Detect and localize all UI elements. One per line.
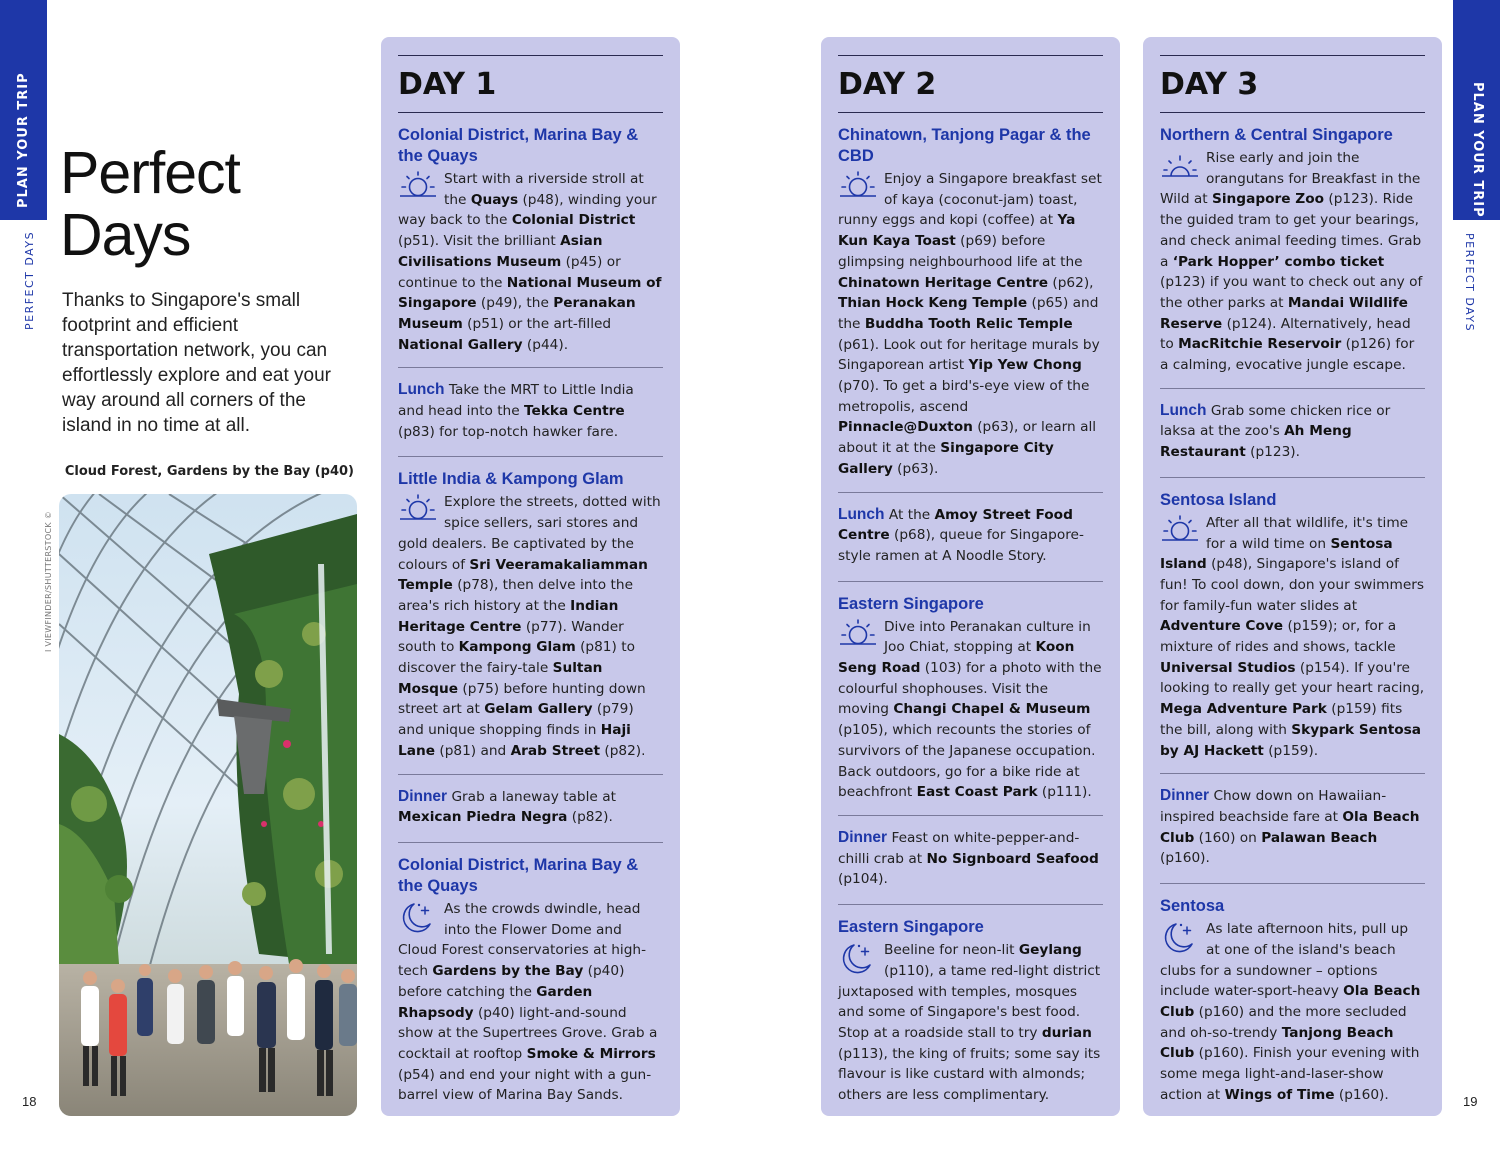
body-text: (p78), then delve into the area's rich history at the	[398, 577, 633, 614]
section-body	[838, 940, 1103, 1106]
body-text: (p51). Visit the brilliant	[398, 233, 561, 250]
day-3-area-section	[1160, 883, 1425, 1117]
body-text: (p160) and the more secluded and oh-so-trendy	[1160, 1003, 1407, 1041]
place-name: Tanjong Beach Club	[1160, 1024, 1394, 1062]
place-name: MacRitchie Reservoir	[1178, 336, 1342, 353]
meal-label: Lunch	[398, 381, 445, 399]
place-name: Amoy Street Food Centre	[838, 506, 1073, 544]
section-heading: Colonial District, Marina Bay & the Quays	[398, 855, 639, 895]
day-1-area-section	[398, 842, 663, 1118]
place-name: Sultan Mosque	[398, 660, 603, 697]
day-3-area-section	[1160, 113, 1425, 388]
moon-icon	[838, 941, 878, 975]
body-text: (p63), or learn all about it at the	[838, 419, 1097, 457]
section-body	[1160, 786, 1425, 869]
body-text: (p54) and end your night with a gun-barrel view of Marina Bay Sands.	[398, 1066, 652, 1104]
day-2-area-section	[838, 904, 1103, 1118]
place-name: Wings of Time	[1224, 1086, 1335, 1103]
sun-icon	[398, 170, 438, 204]
place-name: Ola Beach Club	[1160, 808, 1420, 846]
place-name: Gelam Gallery	[484, 701, 593, 718]
place-name: Sentosa Island	[1160, 535, 1393, 573]
body-text: (p126) for a calming, evocative jungle escape.	[1160, 336, 1415, 374]
body-text: (p48), Singapore's island of fun! To cool down, don your swimmers for family-fun water slides at	[1160, 556, 1425, 614]
place-name: Arab Street	[510, 742, 600, 759]
sun-icon	[398, 493, 438, 527]
place-name: Singapore City Gallery	[838, 440, 1054, 477]
body-text: (p160). Finish your evening with some mega light-and-laser-show action at	[1160, 1045, 1420, 1103]
place-name: Pinnacle@Duxton	[838, 419, 973, 436]
body-text: Rise early and join the orangutans for Breakfast in the Wild at	[1160, 150, 1421, 208]
place-name: Indian Heritage Centre	[398, 597, 619, 635]
body-text: (p160).	[1334, 1086, 1389, 1103]
section-label-left: PERFECT DAYS	[23, 230, 36, 330]
body-text: As late afternoon hits, pull up at one of the island's beach clubs for a sundowner – options include water-sport-heavy	[1160, 921, 1409, 1000]
place-name: Adventure Cove	[1160, 618, 1284, 635]
day-2-area-section	[838, 581, 1103, 815]
body-text: (p40) light-and-sound show at the Supertrees Grove. Grab a cocktail at rooftop	[398, 1004, 658, 1062]
place-name: Smoke & Mirrors	[526, 1045, 656, 1062]
body-text: (p81) and	[435, 742, 511, 759]
moon-icon	[1160, 920, 1200, 954]
section-heading: Colonial District, Marina Bay & the Quays	[398, 126, 639, 165]
place-name: Tekka Centre	[524, 403, 625, 420]
place-name: Mega Adventure Park	[1160, 701, 1327, 718]
section-body	[838, 617, 1103, 803]
place-name: Changi Chapel & Museum	[893, 701, 1091, 718]
page-title	[60, 142, 240, 266]
section-body	[1160, 919, 1425, 1105]
day-2-area-section	[838, 113, 1103, 492]
section-body	[838, 505, 1103, 567]
body-text: Take the MRT to Little India and head into the	[398, 382, 634, 420]
body-text: Dive into Peranakan culture in Joo Chiat, stopping at	[884, 618, 1091, 656]
day-2-title: DAY 2	[838, 56, 1103, 113]
body-text: (p124). Alternatively, head to	[1160, 315, 1411, 353]
body-text: (p123). Ride the guided tram to get your bearings, and check animal feeding times. Grab a	[1160, 191, 1422, 270]
day-2-meal-section	[838, 815, 1103, 904]
place-name: Garden Rhapsody	[398, 983, 593, 1021]
meal-label: Lunch	[838, 505, 885, 523]
body-text: Chow down on Hawaiian-inspired beachside fare at	[1160, 788, 1387, 825]
body-text: (p44).	[522, 336, 569, 353]
place-name: Yip Yew Chong	[968, 357, 1082, 374]
body-text: (p81) to discover the fairy-tale	[398, 639, 635, 677]
place-name: Mandai Wildlife Reserve	[1160, 294, 1408, 332]
photo-credit: I VIEWFINDER/SHUTTERSTOCK ©	[44, 510, 53, 652]
section-heading: Sentosa	[1160, 897, 1225, 916]
body-text: (p123).	[1245, 444, 1300, 461]
place-name: Skypark Sentosa by AJ Hackett	[1160, 721, 1422, 759]
tab-label-left: PLAN YOUR TRIP	[16, 72, 31, 208]
side-tab-right	[1453, 0, 1500, 220]
body-text: (p49), the	[476, 295, 554, 312]
body-text: Beeline for neon-lit	[884, 942, 1019, 959]
place-name: Asian Civilisations Museum	[398, 233, 603, 270]
body-text: (p111).	[1037, 784, 1092, 801]
sun-icon	[1160, 514, 1200, 548]
body-text: (103) for a photo with the colourful shophouses. Visit the moving	[838, 660, 1102, 718]
section-heading: Eastern Singapore	[838, 594, 984, 613]
body-text: (p70). To get a bird's-eye view of the metropolis, ascend	[838, 378, 1090, 415]
section-heading: Eastern Singapore	[838, 918, 984, 937]
sunrise-icon	[1160, 149, 1200, 183]
day-2-meal-section	[838, 492, 1103, 581]
moon-icon	[398, 900, 438, 934]
cloud-forest-photo	[59, 494, 357, 1116]
place-name: Buddha Tooth Relic Temple	[864, 315, 1073, 332]
place-name: National Museum of Singapore	[398, 274, 662, 312]
section-body	[1160, 401, 1425, 463]
place-name: Sri Veeramakaliamman Temple	[398, 556, 648, 594]
body-text: (p75) before hunting down street art at	[398, 680, 646, 718]
body-text: (p105), which recounts the stories of survivors of the Japanese occupation. Back outdoors, go for a bike ride at beachfront	[838, 722, 1096, 801]
body-text: (p123) if you want to check out any of the other parks at	[1160, 274, 1423, 311]
body-text: (p51) or the art-filled	[462, 315, 612, 332]
body-text: Start with a riverside stroll at the	[444, 171, 644, 208]
body-text: (p79) and unique shopping finds in	[398, 701, 634, 739]
body-text: (p160).	[1160, 850, 1210, 867]
body-text: (160) on	[1194, 829, 1262, 846]
day-1-title: DAY 1	[398, 56, 663, 113]
day-3-card	[1143, 37, 1442, 1116]
photo-caption: Cloud Forest, Gardens by the Bay (p40)	[64, 464, 354, 479]
day-1-meal-section	[398, 774, 663, 842]
place-name: Gardens by the Bay	[432, 963, 584, 980]
body-text: Grab some chicken rice or laksa at the zoo's	[1160, 402, 1391, 440]
section-label-right: PERFECT DAYS	[1463, 233, 1476, 333]
place-name: durian	[1041, 1024, 1092, 1041]
section-body	[398, 380, 663, 442]
meal-label: Dinner	[398, 787, 448, 805]
body-text: (p104).	[838, 871, 888, 888]
place-name: East Coast Park	[916, 784, 1038, 801]
day-1-meal-section	[398, 367, 663, 456]
day-3-meal-section	[1160, 773, 1425, 883]
body-text: (p83) for top-notch hawker fare.	[398, 423, 619, 440]
section-heading: Little India & Kampong Glam	[398, 470, 624, 489]
body-text: (p62),	[1048, 274, 1094, 291]
body-text: At the	[888, 506, 935, 523]
meal-label: Dinner	[838, 828, 888, 846]
body-text: (p82).	[600, 742, 646, 759]
body-text: (p159) fits the bill, along with	[1160, 701, 1403, 738]
place-name: Thian Hock Keng Temple	[838, 295, 1028, 312]
day-3-area-section	[1160, 477, 1425, 773]
intro-text: Thanks to Singapore's small footprint and efficient transportation network, you can effortlessly explore and eat your way around all corners of the island in no time at all.	[62, 290, 331, 436]
place-name: ‘Park Hopper’ combo ticket	[1172, 253, 1385, 270]
section-heading: Sentosa Island	[1160, 490, 1277, 509]
section-body	[398, 899, 663, 1106]
body-text: (p40) before catching the	[398, 963, 625, 1000]
body-text: (p77). Wander south to	[398, 618, 624, 656]
day-3-title: DAY 3	[1160, 56, 1425, 113]
body-text: (p61). Look out for heritage murals by Singaporean artist	[838, 336, 1100, 374]
place-name: National Gallery	[398, 336, 523, 353]
body-text: Grab a laneway table at	[451, 788, 616, 805]
title-line-1: Perfect	[60, 140, 240, 206]
section-body	[838, 828, 1103, 890]
place-name: Mexican Piedra Negra	[398, 809, 568, 826]
body-text: Feast on white-pepper-and-chilli crab at	[838, 829, 1080, 867]
page-number-left: 18	[22, 1094, 37, 1109]
day-2-card	[821, 37, 1120, 1116]
place-name: Kampong Glam	[458, 639, 576, 656]
place-name: Peranakan Museum	[398, 295, 636, 332]
body-text: (p113), the king of fruits; some say its flavour is like custard with almonds; others are less complimentary.	[838, 1045, 1101, 1104]
body-text: (p82).	[567, 809, 613, 826]
place-name: Colonial District	[511, 212, 636, 229]
body-text: As the crowds dwindle, head into the Flower Dome and Cloud Forest conservatories at high-tech	[398, 900, 647, 980]
body-text: (p69) before glimpsing neighbourhood life at the	[838, 233, 1083, 270]
title-line-2: Days	[60, 202, 191, 268]
place-name: Geylang	[1018, 942, 1082, 959]
body-text: (p65) and the	[838, 295, 1099, 332]
body-text: (p159); or, for a mixture of rides and shows, tackle	[1160, 618, 1397, 656]
sun-icon	[838, 170, 878, 204]
section-body	[398, 787, 663, 828]
body-text: Enjoy a Singapore breakfast set of kaya (coconut-jam) toast, runny eggs and kopi (coffee) at	[838, 171, 1102, 229]
body-text: (p63).	[892, 460, 939, 477]
sun-icon	[838, 618, 878, 652]
section-body	[398, 492, 663, 761]
day-3-meal-section	[1160, 388, 1425, 477]
tab-label-right: PLAN YOUR TRIP	[1470, 82, 1485, 218]
section-body	[398, 169, 663, 355]
place-name: Quays	[470, 191, 519, 208]
section-heading: Northern & Central Singapore	[1160, 126, 1393, 144]
day-1-card	[381, 37, 680, 1116]
body-text: (p154). If you're looking to really get your heart racing,	[1160, 659, 1425, 697]
body-text: (p68), queue for Singapore-style ramen at A Noodle Story.	[838, 527, 1084, 564]
place-name: Palawan Beach	[1261, 829, 1378, 846]
day-1-area-section	[398, 113, 663, 367]
body-text: (p110), a tame red-light district juxtaposed with temples, mosques and some of Singapore's best food. Stop at a roadside stall to try	[838, 962, 1101, 1041]
section-body	[1160, 513, 1425, 761]
meal-label: Dinner	[1160, 787, 1210, 805]
place-name: Chinatown Heritage Centre	[838, 274, 1049, 291]
body-text: (p45) or continue to the	[398, 253, 621, 291]
place-name: Ah Meng Restaurant	[1160, 423, 1352, 461]
place-name: Koon Seng Road	[838, 639, 1075, 677]
body-text: (p159).	[1263, 742, 1319, 759]
place-name: Ya Kun Kaya Toast	[838, 212, 1076, 250]
place-name: Singapore Zoo	[1211, 191, 1325, 208]
meal-label: Lunch	[1160, 401, 1207, 419]
place-name: Universal Studios	[1160, 659, 1296, 676]
section-heading: Chinatown, Tanjong Pagar & the CBD	[838, 126, 1091, 165]
page-number-right: 19	[1463, 1094, 1478, 1109]
section-body	[838, 169, 1103, 480]
body-text: Explore the streets, dotted with spice sellers, sari stores and gold dealers. Be captivated by the colours of	[398, 494, 661, 573]
place-name: Ola Beach Club	[1160, 983, 1421, 1020]
day-1-area-section	[398, 456, 663, 773]
place-name: Haji Lane	[398, 722, 631, 759]
side-tab-left	[0, 0, 47, 220]
section-body	[1160, 148, 1425, 376]
body-text: (p48), winding your way back to the	[398, 191, 657, 229]
body-text: After all that wildlife, it's time for a wild time on	[1206, 514, 1409, 552]
place-name: No Signboard Seafood	[926, 850, 1099, 867]
